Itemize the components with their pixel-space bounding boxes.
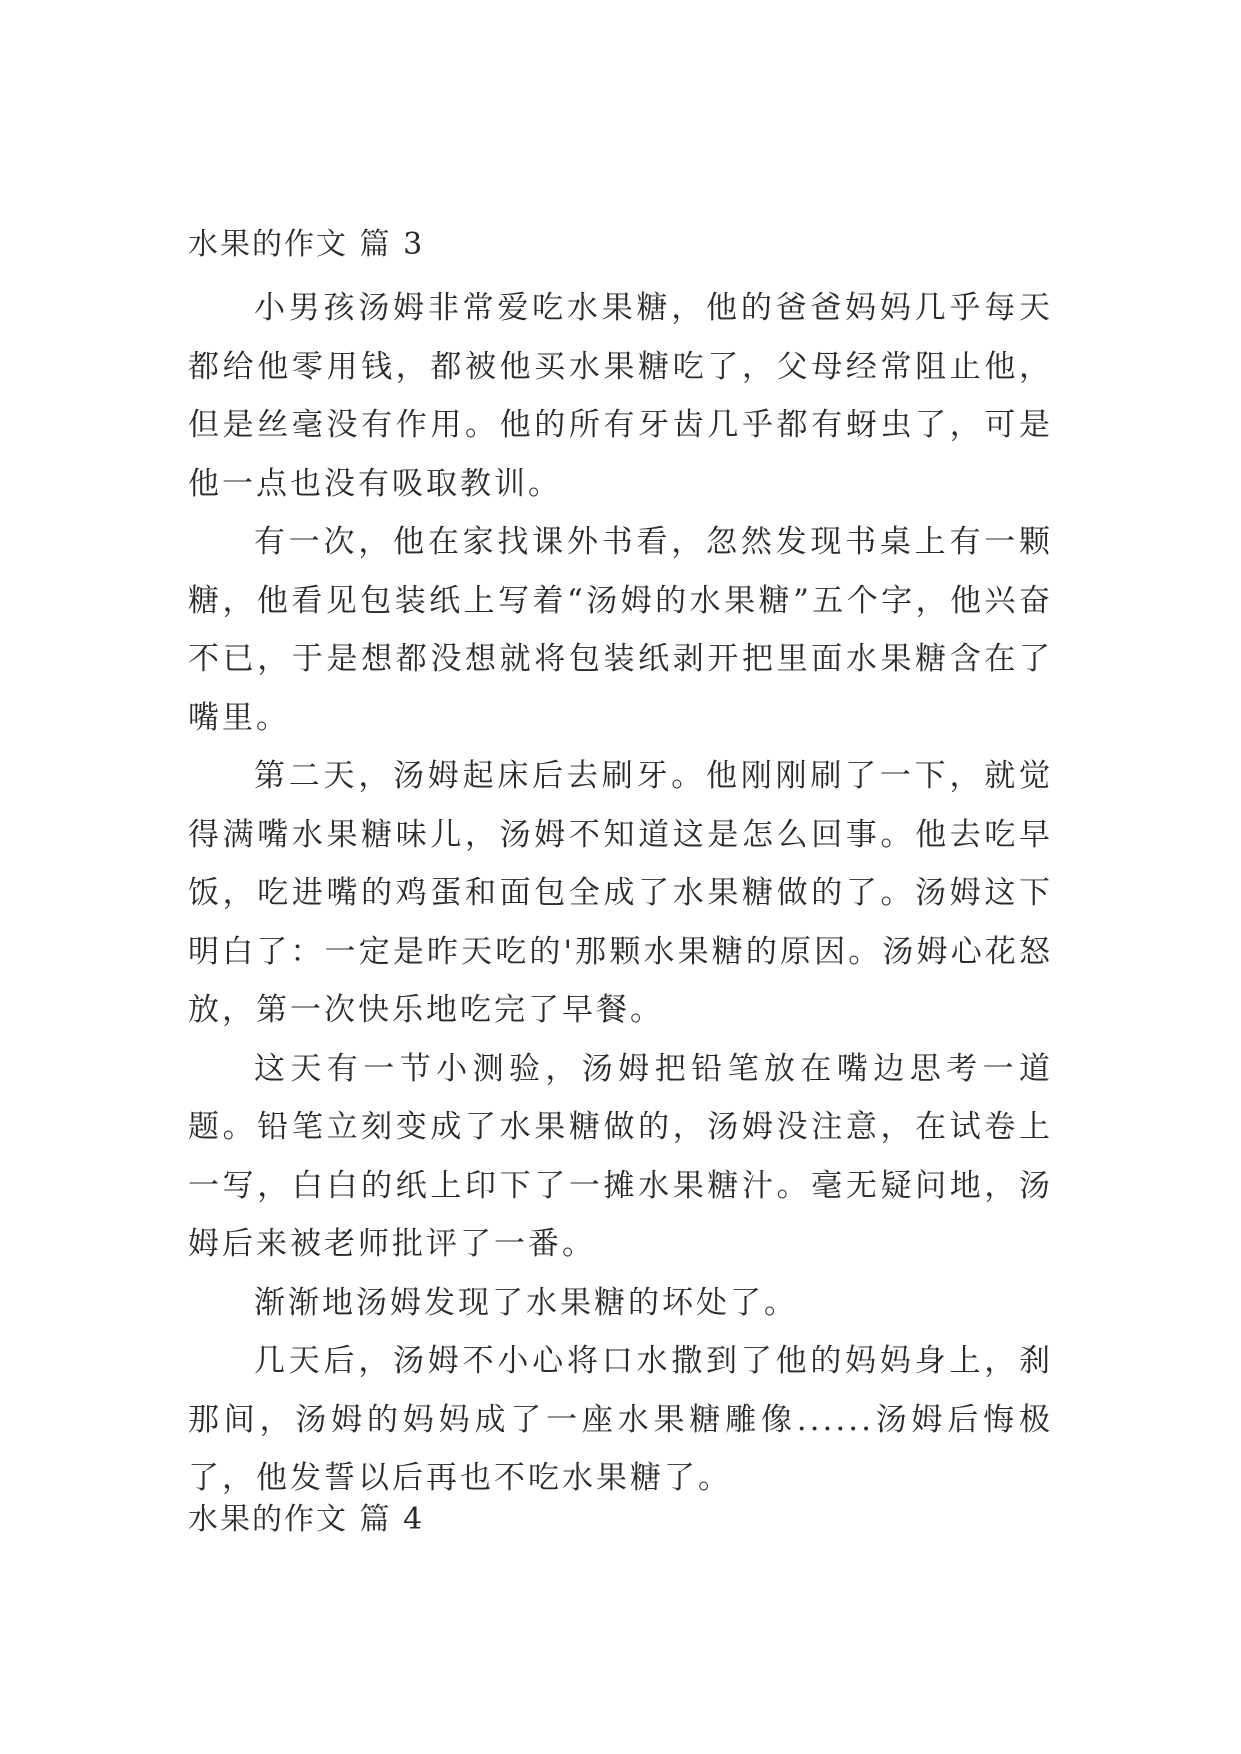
paragraph: 小男孩汤姆非常爱吃水果糖，他的爸爸妈妈几乎每天都给他零用钱，都被他买水果糖吃了，父母经常阻止他，但是丝毫没有作用。他的所有牙齿几乎都有蚜虫了，可是他一点也没有吸取教训。 [188, 290, 1053, 502]
section-title: 水果的作文 篇 3 [188, 227, 425, 262]
paragraph: 这天有一节小测验，汤姆把铅笔放在嘴边思考一道题。铅笔立刻变成了水果糖做的，汤姆没注意，在试卷上一写，白白的纸上印下了一摊水果糖汁。毫无疑问地，汤姆后来被老师批评了一番。 [188, 1050, 1053, 1262]
paragraph: 第二天，汤姆起床后去刷牙。他刚刚刷了一下，就觉得满嘴水果糖味儿，汤姆不知道这是怎么回事。他去吃早饭，吃进嘴的鸡蛋和面包全成了水果糖做的了。汤姆这下明白了：一定是昨天吃的'那颗水果糖的原因。汤姆心花怒放，第一次快乐地吃完了早餐。 [188, 758, 1053, 1028]
paragraph: 渐渐地汤姆发现了水果糖的坏处了。 [254, 1284, 798, 1321]
paragraph: 几天后，汤姆不小心将口水撒到了他的妈妈身上，刹那间，汤姆的妈妈成了一座水果糖雕像......汤姆后悔极了，他发誓以后再也不吃水果糖了。 [188, 1343, 1053, 1496]
paragraph: 有一次，他在家找课外书看，忽然发现书桌上有一颗糖，他看见包装纸上写着“汤姆的水果糖”五个字，他兴奋不已，于是想都没想就将包装纸剥开把里面水果糖含在了嘴里。 [188, 524, 1053, 736]
essay-body [188, 279, 1053, 1508]
section-title: 水果的作文 篇 4 [188, 1502, 425, 1537]
